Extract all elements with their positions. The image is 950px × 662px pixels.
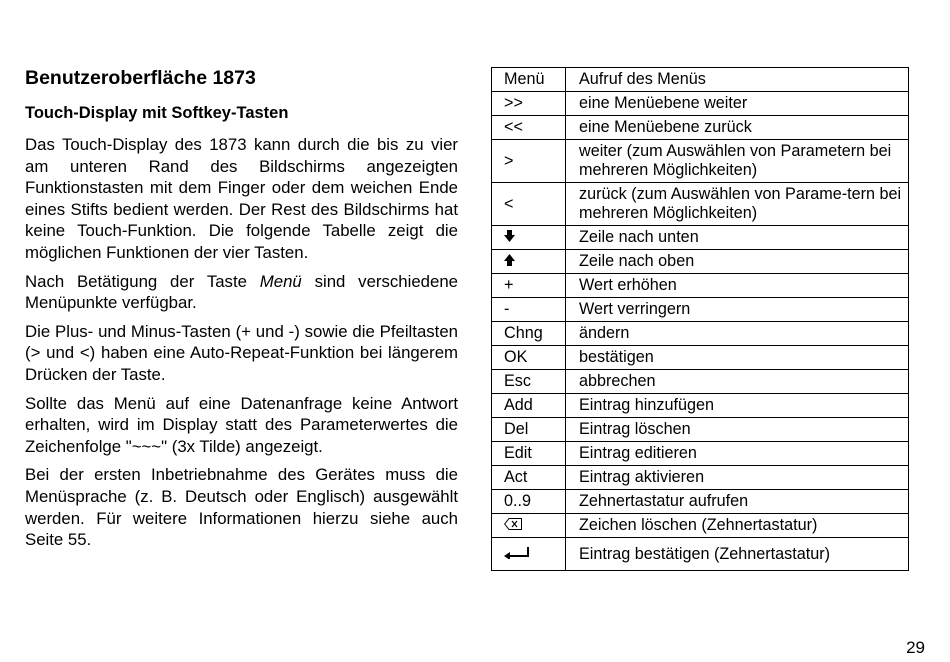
table-row bbox=[492, 183, 909, 226]
table-row bbox=[492, 140, 909, 183]
table-row bbox=[492, 226, 909, 250]
key-cell: > bbox=[492, 140, 566, 183]
softkey-table bbox=[491, 67, 909, 571]
key-cell: Chng bbox=[492, 322, 566, 346]
key-cell: OK bbox=[492, 346, 566, 370]
key-cell: Menü bbox=[492, 68, 566, 92]
paragraph-language: Bei der ersten Inbetriebnahme des Gerätes muss die Menüsprache (z. B. Deutsch oder Englisch) ausgewählt werden. Für weitere Informationen hierzu siehe auch Seite 55. bbox=[25, 465, 458, 550]
enter-icon bbox=[504, 545, 530, 564]
desc-cell: Zeile nach oben bbox=[566, 250, 909, 274]
table-row bbox=[492, 418, 909, 442]
arrow-down-icon bbox=[504, 228, 515, 247]
table-row bbox=[492, 92, 909, 116]
table-row bbox=[492, 538, 909, 571]
desc-cell: bestätigen bbox=[566, 346, 909, 370]
table-row bbox=[492, 68, 909, 92]
key-cell: - bbox=[492, 298, 566, 322]
desc-cell: Wert verringern bbox=[566, 298, 909, 322]
key-cell: < bbox=[492, 183, 566, 226]
key-cell: 0..9 bbox=[492, 490, 566, 514]
key-cell bbox=[492, 514, 566, 538]
key-cell: << bbox=[492, 116, 566, 140]
table-row bbox=[492, 298, 909, 322]
key-cell: Edit bbox=[492, 442, 566, 466]
page-number: 29 bbox=[906, 638, 925, 657]
table-row bbox=[492, 466, 909, 490]
key-cell: >> bbox=[492, 92, 566, 116]
table-row bbox=[492, 116, 909, 140]
desc-cell: Eintrag editieren bbox=[566, 442, 909, 466]
desc-cell: weiter (zum Auswählen von Parametern bei mehreren Möglichkeiten) bbox=[566, 140, 909, 183]
paragraph-menu-text-2: sind verschiedene Menüpunkte verfügbar. bbox=[25, 271, 458, 313]
desc-cell: Aufruf des Menüs bbox=[566, 68, 909, 92]
desc-cell: Eintrag hinzufügen bbox=[566, 394, 909, 418]
key-cell: Esc bbox=[492, 370, 566, 394]
desc-cell: Eintrag löschen bbox=[566, 418, 909, 442]
paragraph-menu-text-1: Nach Betätigung der Taste bbox=[25, 271, 260, 291]
text-column bbox=[25, 66, 458, 551]
desc-cell: Wert erhöhen bbox=[566, 274, 909, 298]
paragraph-auto-repeat: Die Plus- und Minus-Tasten (+ und -) sowie die Pfeiltasten (> und <) haben eine Auto-Repeat-Funktion bei längerem Drücken der Taste. bbox=[25, 321, 458, 384]
paragraph-menu bbox=[25, 271, 458, 314]
table-row bbox=[492, 442, 909, 466]
backspace-icon bbox=[504, 516, 522, 535]
table-row bbox=[492, 370, 909, 394]
table-row bbox=[492, 274, 909, 298]
desc-cell: Eintrag bestätigen (Zehnertastatur) bbox=[566, 538, 909, 571]
table-row bbox=[492, 490, 909, 514]
desc-cell: zurück (zum Auswählen von Parame-tern bei mehreren Möglichkeiten) bbox=[566, 183, 909, 226]
paragraph-intro: Das Touch-Display des 1873 kann durch die bis zu vier am unteren Rand des Bildschirms angezeigten Funktionstasten mit dem Finger oder dem weichen Ende eines Stifts bedient werden. Der Rest des Bildschirms hat keine Touch-Funktion. Die folgende Tabelle zeigt die möglichen Funktionen der vier Tasten. bbox=[25, 135, 458, 262]
desc-cell: Eintrag aktivieren bbox=[566, 466, 909, 490]
arrow-up-icon bbox=[504, 252, 515, 271]
table-row bbox=[492, 250, 909, 274]
menu-key-term: Menü bbox=[259, 271, 302, 291]
table-row bbox=[492, 514, 909, 538]
key-cell: Del bbox=[492, 418, 566, 442]
table-row bbox=[492, 322, 909, 346]
key-cell: + bbox=[492, 274, 566, 298]
key-cell bbox=[492, 226, 566, 250]
desc-cell: Zehnertastatur aufrufen bbox=[566, 490, 909, 514]
key-cell bbox=[492, 538, 566, 571]
desc-cell: Zeile nach unten bbox=[566, 226, 909, 250]
paragraph-tilde: Sollte das Menü auf eine Datenanfrage keine Antwort erhalten, wird im Display statt des Parameterwertes die Zeichenfolge "~~~" (3x Tilde) angezeigt. bbox=[25, 393, 458, 456]
key-cell: Act bbox=[492, 466, 566, 490]
key-cell bbox=[492, 250, 566, 274]
table-row bbox=[492, 394, 909, 418]
key-cell: Add bbox=[492, 394, 566, 418]
desc-cell: eine Menüebene weiter bbox=[566, 92, 909, 116]
section-subtitle: Touch-Display mit Softkey-Tasten bbox=[25, 104, 289, 122]
page-title: Benutzeroberfläche 1873 bbox=[25, 67, 256, 89]
desc-cell: ändern bbox=[566, 322, 909, 346]
desc-cell: eine Menüebene zurück bbox=[566, 116, 909, 140]
table-row bbox=[492, 346, 909, 370]
desc-cell: abbrechen bbox=[566, 370, 909, 394]
desc-cell: Zeichen löschen (Zehnertastatur) bbox=[566, 514, 909, 538]
